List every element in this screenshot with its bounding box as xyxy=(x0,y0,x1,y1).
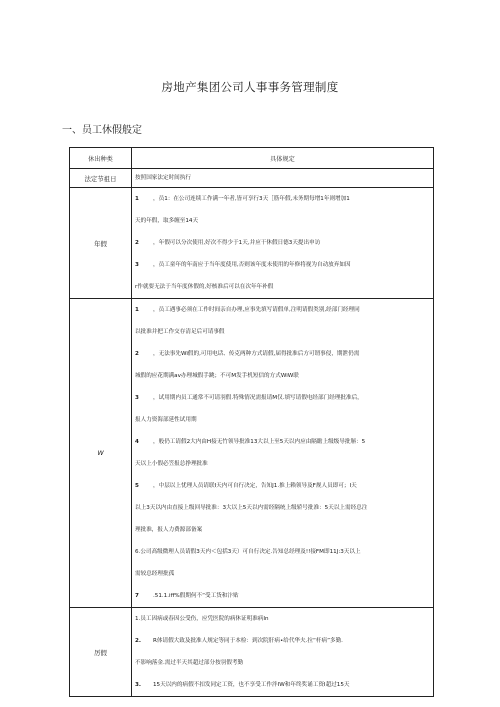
rule-line xyxy=(135,541,430,563)
rule-number: 3 xyxy=(135,261,139,268)
rules-cell xyxy=(132,169,434,188)
table-row xyxy=(70,299,434,608)
rule-line xyxy=(135,453,430,475)
rule-line xyxy=(135,343,430,365)
rule-line xyxy=(135,497,430,519)
rule-line xyxy=(135,169,430,187)
rule-text: 1.员工因病或春因公受伤，应凭医院的病休证明准病In xyxy=(135,615,269,622)
rule-text: 城假的应花期满av办理城假手跳；不可M发手机短信的方式WiW联 xyxy=(135,372,299,379)
leave-type-cell: 法定节祖日 xyxy=(70,169,132,188)
rule-number: 2 xyxy=(135,350,139,357)
rule-text: 以上3天以内由直接上级回导批准：3大以上5天以内需经隔统上级轿号批准：5天以上需经总注 xyxy=(135,504,368,511)
rule-number: 3 xyxy=(135,394,139,401)
table-row xyxy=(70,608,434,697)
rule-line xyxy=(135,475,430,497)
rule-text: ，员工童年的年南应于当年度使用,否则该年度未使用的年修将视为自动放弃如因 xyxy=(153,261,351,268)
section-heading: 一、员工休假般定 xyxy=(62,125,142,136)
rule-text: r作就要无法于当年度休假的,好核准后可以在次年年补假 xyxy=(135,283,274,290)
rule-text: 6.公司高级微理人员请假3天内＜包括3天）可自行决定.告知总经理及!!接FM即11J:3天以上 xyxy=(135,548,361,555)
rule-text: 天的年假，取多缠至14天 xyxy=(135,217,199,224)
rule-text: ，般仍工请假2大内由H接无竹领导批准13大以上至5天以内应由隔瞻上级级导批斛：5 xyxy=(153,438,366,445)
rule-text: 不影响落金.需过半天其超过部分按羽假考勤 xyxy=(135,659,244,666)
rule-text: ，年假可以分次使用,好次不得少于1天,并应干休假日德3天提出申访 xyxy=(153,239,321,246)
table-row xyxy=(70,188,434,299)
rule-line xyxy=(135,210,430,232)
rule-line xyxy=(135,299,430,321)
leave-policy-table xyxy=(69,147,434,697)
rules-cell xyxy=(132,608,434,697)
rule-text: 以批准并把工作交存清足后可请事假 xyxy=(135,328,225,335)
rule-line xyxy=(135,188,430,210)
rule-line xyxy=(135,409,430,431)
rule-text: .51.1.iff%假期何不“受工货和汴贴 xyxy=(153,592,239,599)
rule-line xyxy=(135,365,430,387)
rule-line xyxy=(135,387,430,409)
rule-number: 4 xyxy=(135,438,139,445)
rule-line xyxy=(135,608,430,630)
rule-text: 报人力资海部延性试用期 xyxy=(135,416,197,423)
leave-type-cell: W xyxy=(70,299,132,608)
header-rules: 具体规定 xyxy=(132,148,434,169)
rule-text: 按照国家法定时间执行 xyxy=(135,174,191,181)
header-leave-type: 休出种类 xyxy=(70,148,132,169)
rule-line xyxy=(135,431,430,453)
leave-type-cell: 年假 xyxy=(70,188,132,299)
rule-number: 7 xyxy=(135,592,139,599)
rule-line xyxy=(135,519,430,541)
rule-line xyxy=(135,652,430,674)
rule-line xyxy=(135,585,430,607)
leave-type-cell: 厉假 xyxy=(70,608,132,697)
rule-line xyxy=(135,674,430,696)
rule-line xyxy=(135,232,430,254)
document-title: 房地产集团公司人事事务管理制度 xyxy=(161,80,339,94)
rule-number: 3. xyxy=(135,681,142,688)
rule-text: 理批准，报人力费源部备案 xyxy=(135,526,203,533)
rule-number: 2 xyxy=(135,239,139,246)
rule-text: ，试用期内员工通常不可请羽假.特殊情况需报请M仅.填写请假电经部门经理批准后， xyxy=(153,394,363,401)
rule-text: ，中层以上忧理人员请联I天内可自行决定，告知J1.推上赖领导及F规人员即可；I天 xyxy=(153,482,357,489)
table-row xyxy=(70,169,434,188)
rule-number: 5 xyxy=(135,482,139,489)
rule-line xyxy=(135,321,430,343)
rule-text: R体请假大致及批准人规定等同于本检：到次院肝病•给代华夫.拉“杆病”多勤. xyxy=(153,637,343,644)
rule-text: 需较总经理批孤 xyxy=(135,570,175,577)
rule-number: 1 xyxy=(135,306,139,313)
rule-line xyxy=(135,630,430,652)
rule-text: ，员1：在公司连续工作满一年者,皆可享行3天［筋年假,未务期每增1年则增加1 xyxy=(153,195,350,202)
rule-text: ，无法事先Wi假的,可用电话、传克两种方式请假,届得批准后方可谓事侵，期泄仍需 xyxy=(153,350,360,357)
rule-text: 天以上小假必笠报总挣理批准 xyxy=(135,460,208,467)
rule-text: ，员工遇事必须在工作时间亲自办理,应事先填写请假单,注明请假类别,经部门经理同 xyxy=(153,306,360,313)
rule-number: 1 xyxy=(135,195,139,202)
rule-line xyxy=(135,563,430,585)
table-header-row xyxy=(70,148,434,169)
rules-cell xyxy=(132,188,434,299)
rule-line xyxy=(135,254,430,276)
rules-cell xyxy=(132,299,434,608)
rule-line xyxy=(135,276,430,298)
rule-number: 2. xyxy=(135,637,142,644)
rule-text: 15天以内的病假不扣发同定工资，也不享受工作泮IW和年终奖诵工资I超过15天 xyxy=(153,681,350,688)
